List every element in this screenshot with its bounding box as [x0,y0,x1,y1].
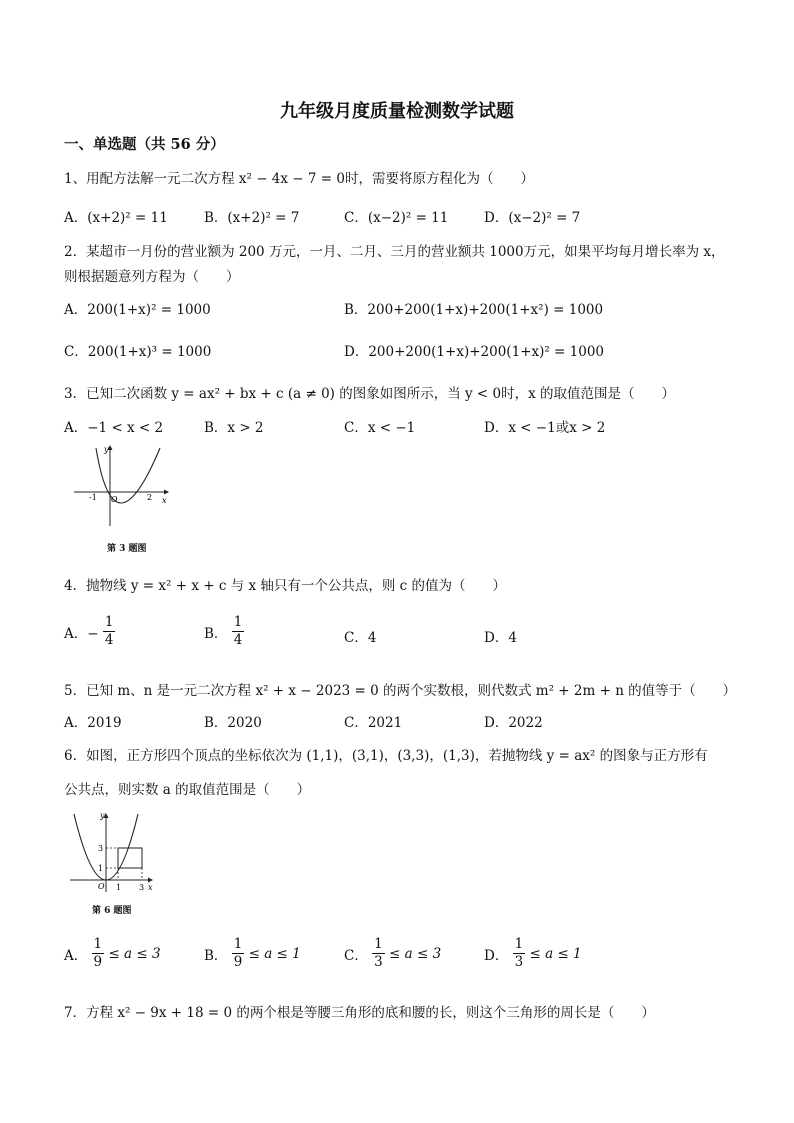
question-1-option-c: C．(x−2)² = 11 [344,210,449,226]
question-6-stem-line1: 6．如图，正方形四个顶点的坐标依次为 (1,1)，(3,1)，(3,3)，(1,3)，若抛物线 y = ax² 的图象与正方形有 [64,748,708,764]
question-4-stem: 4．抛物线 y = x² + x + c 与 x 轴只有一个公共点，则 c 的值为（ ） [64,578,507,594]
q6-label-x: x [148,883,153,892]
q3-label-two: 2 [147,493,153,502]
question-5-option-c: C．2021 [344,715,403,731]
question-4-option-b [204,614,244,649]
question-1-option-a: A．(x+2)² = 11 [64,210,168,226]
question-2-option-c: C．200(1+x)³ = 1000 [64,344,212,360]
question-6-option-b [204,936,301,971]
q4-a-denominator: 4 [104,632,114,648]
q6-label-origin: O [98,882,105,891]
question-3-option-b: B．x > 2 [204,420,264,436]
question-6-figure-caption: 第 6 题图 [92,906,132,916]
q3-label-x: x [162,496,167,505]
question-6-figure [66,810,158,895]
question-6-option-a [64,936,161,971]
q6-d-denominator: 3 [514,954,524,970]
question-3-figure [72,440,172,530]
q4-b-denominator: 4 [233,632,243,648]
question-3-option-a: A．−1 < x < 2 [64,420,164,436]
question-2-option-a: A．200(1+x)² = 1000 [64,302,211,318]
q6-x-arrow [148,878,153,883]
question-3-option-d: D．x < −1或x > 2 [484,420,606,436]
q6-b-suffix: ≤ a ≤ 1 [248,945,301,962]
question-5-stem: 5．已知 m、n 是一元二次方程 x² + x − 2023 = 0 的两个实数根，则代数式 m² + 2m + n 的值等于（ ） [64,683,737,699]
q6-b-numerator: 1 [233,936,243,952]
q6-label-three-x: 3 [139,883,145,892]
question-4-option-d: D．4 [484,630,517,646]
question-5-option-b: B．2020 [204,715,262,731]
question-7-stem: 7．方程 x² − 9x + 18 = 0 的两个根是等腰三角形的底和腰的长，则这个三角形的周长是（ ） [64,1005,655,1021]
q4-a-numerator: 1 [104,614,114,630]
q6-a-prefix: A． [64,947,88,964]
question-1-stem: 1、用配方法解一元二次方程 x² − 4x − 7 = 0时，需要将原方程化为（ ） [64,171,534,187]
q6-a-denominator: 9 [93,954,103,970]
question-3-stem: 3．已知二次函数 y = ax² + bx + c (a ≠ 0) 的图象如图所示，当 y < 0时，x 的取值范围是（ ） [64,386,676,402]
question-1-option-b: B．(x+2)² = 7 [204,210,300,226]
q3-label-origin: O [111,495,118,504]
q6-c-denominator: 3 [374,954,383,970]
page-title: 九年级月度质量检测数学试题 [280,101,514,122]
q6-d-fraction [513,936,526,971]
q6-label-y: y [100,811,105,820]
q3-label-y: y [104,445,109,454]
q6-d-prefix: D． [484,947,509,964]
q3-x-arrow [164,490,169,495]
question-2-stem-line1: 2．某超市一月份的营业额为 200 万元，一月、二月、三月的营业额共 1000万元，如果平均每月增长率为 x， [64,244,725,260]
q3-label-neg1: -1 [89,493,97,502]
question-2-option-d: D．200+200(1+x)+200(1+x)² = 1000 [344,344,605,360]
q6-c-numerator: 1 [374,936,383,952]
q6-b-denominator: 9 [233,954,243,970]
question-6-option-c [344,936,441,971]
question-4-option-a [64,614,115,649]
question-6-stem-line2: 公共点，则实数 a 的取值范围是（ ） [64,782,311,798]
q6-b-prefix: B． [204,947,228,964]
q6-d-numerator: 1 [514,936,524,952]
q6-label-one-x: 1 [116,883,122,892]
q4-a-fraction [103,614,116,649]
q6-b-fraction [232,936,245,971]
question-3-figure-caption: 第 3 题图 [107,544,147,554]
q6-c-prefix: C． [344,947,368,964]
question-5-option-d: D．2022 [484,715,543,731]
q6-a-numerator: 1 [93,936,103,952]
q4-b-numerator: 1 [233,614,243,630]
q6-label-one-y: 1 [98,864,104,873]
q4-a-prefix: A．− [64,625,99,642]
q4-b-fraction [232,614,245,649]
q6-c-fraction [372,936,385,971]
question-6-option-d [484,936,582,971]
section-heading: 一、单选题（共 56 分） [64,136,225,153]
q6-c-suffix: ≤ a ≤ 3 [389,945,442,962]
question-1-option-d: D．(x−2)² = 7 [484,210,581,226]
question-2-stem-line2: 则根据题意列方程为（ ） [64,269,240,285]
question-2-option-b: B．200+200(1+x)+200(1+x²) = 1000 [344,302,604,318]
question-4-option-c: C．4 [344,630,377,646]
q6-a-suffix: ≤ a ≤ 3 [108,945,161,962]
q6-a-fraction [92,936,105,971]
q4-b-prefix: B． [204,625,228,642]
question-5-option-a: A．2019 [64,715,122,731]
question-3-option-c: C．x < −1 [344,420,416,436]
q6-label-three-y: 3 [98,844,104,853]
q6-d-suffix: ≤ a ≤ 1 [529,945,582,962]
